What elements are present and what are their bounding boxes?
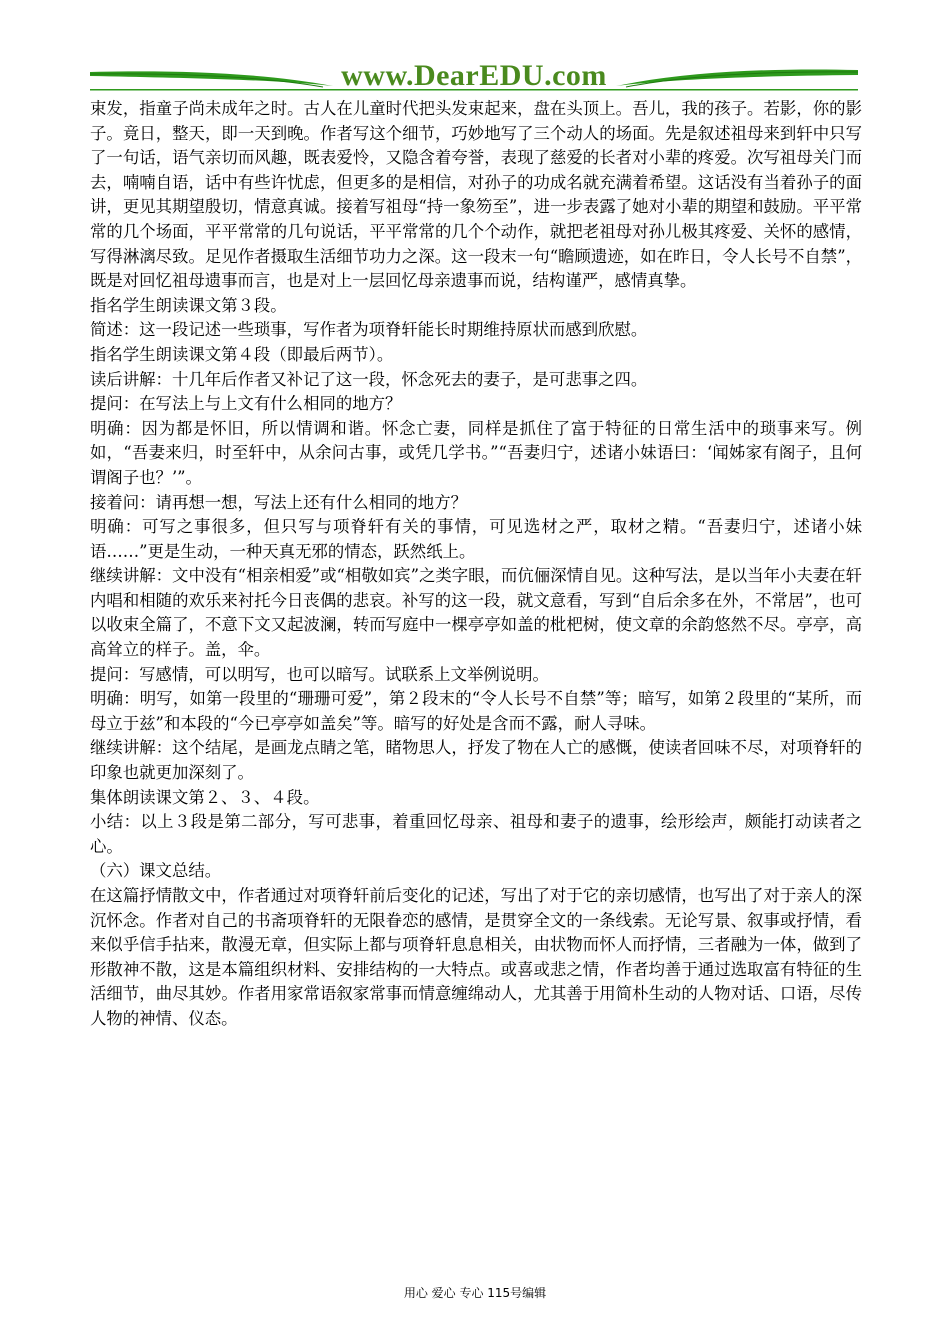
paragraph: 继续讲解：这个结尾，是画龙点睛之笔，睹物思人，抒发了物在人亡的感慨，使读者回味不尽，对项脊轩的印象也就更加深刻了。: [90, 738, 862, 783]
paragraph: 指名学生朗读课文第３段。: [90, 295, 287, 315]
paragraph: 接着问：请再想一想，写法上还有什么相同的地方？: [90, 492, 467, 512]
paragraph: 指名学生朗读课文第４段（即最后两节）。: [90, 344, 394, 364]
paragraph: 明确：明写，如第一段里的“珊珊可爱”，第２段末的“令人长号不自禁”等；暗写，如第２段里的“某所，而母立于兹”和本段的“今已亭亭如盖矣”等。暗写的好处是含而不露，耐人寻味。: [90, 689, 862, 733]
paragraph: 提问：在写法上与上文有什么相同的地方？: [90, 394, 402, 414]
paragraph: 提问：写感情，可以明写，也可以暗写。试联系上文举例说明。: [90, 664, 549, 684]
page-footer: 用心 爱心 专心 115号编辑: [403, 1286, 547, 1300]
paragraph: 在这篇抒情散文中，作者通过对项脊轩前后变化的记述，写出了对于它的亲切感情，也写出了对于亲人的深沉怀念。作者对自己的书斋项脊轩的无限眷恋的感情，是贯穿全文的一条线索。无论写景、叙事或抒情，看来似乎信手拈来，散漫无章，但实际上都与项脊轩息息相关，由状物而怀人而抒情，三者融为一体，做到了形散神不散，这是本篇组织材料、安排结构的一大特点。或喜或悲之情，作者均善于通过选取富有特征的生活细节，曲尽其妙。作者用家常语叙家常事而情意缠绵动人，尤其善于用简朴生动的人物对话、口语，尽传人物的神情、仪态。: [90, 886, 862, 1028]
paragraph: 小结：以上３段是第二部分，写可悲事，着重回忆母亲、祖母和妻子的遗事，绘形绘声，颇能打动读者之心。: [90, 812, 862, 856]
page-header: [88, 56, 860, 96]
paragraph: 集体朗读课文第２、３、４段。: [90, 787, 320, 807]
document-body: [90, 97, 862, 1032]
paragraph: 继续讲解：文中没有“相亲相爱”或“相敬如宾”之类字眼，而伉俪深情自见。这种写法，是以当年小夫妻在轩内唱和相随的欢乐来衬托今日丧偶的悲哀。补写的这一段，就文意看，写到“自后余多在外，不常居”，也可以收束全篇了，不意下文又起波澜，转而写庭中一棵亭亭如盖的枇杷树，使文章的余韵悠然不尽。亭亭，高高耸立的样子。盖，伞。: [90, 566, 862, 660]
site-logo-text: www.DearEDU.com: [341, 59, 607, 92]
paragraph: 明确：因为都是怀旧，所以情调和谐。怀念亡妻，同样是抓住了富于特征的日常生活中的琐事来写。例如，“吾妻来归，时至轩中，从余问古事，或凭几学书。”“吾妻归宁，述诸小妹语曰：‘闻姊家有阁子，且何谓阁子也？’”。: [90, 418, 862, 487]
section-heading: （六）课文总结。: [90, 861, 222, 881]
paragraph: 简述：这一段记述一些琐事，写作者为项脊轩能长时期维持原状而感到欣慰。: [90, 320, 648, 340]
paragraph: 明确：可写之事很多，但只写与项脊轩有关的事情，可见选材之严，取材之精。“吾妻归宁，述诸小妹语……”更是生动，一种天真无邪的情态，跃然纸上。: [90, 517, 862, 561]
paragraph: 读后讲解：十几年后作者又补记了这一段，怀念死去的妻子，是可悲事之四。: [90, 369, 648, 389]
paragraph: 束发，指童子尚未成年之时。古人在儿童时代把头发束起来，盘在头顶上。吾儿，我的孩子。若影，你的影子。竟日，整天，即一天到晚。作者写这个细节，巧妙地写了三个动人的场面。先是叙述祖母来到轩中只写了一句话，语气亲切而风趣，既表爱怜，又隐含着夸誉，表现了慈爱的长者对小辈的疼爱。次写祖母关门而去，喃喃自语，话中有些许忧虑，但更多的是相信，对孙子的功成名就充满着希望。这话没有当着孙子的面讲，更见其期望殷切，情意真诚。接着写祖母“持一象笏至”，进一步表露了她对小辈的期望和鼓励。平平常常的几个场面，平平常常的几句说话，平平常常的几个个动作，就把老祖母对孙儿极其疼爱、关怀的感情，写得淋漓尽致。足见作者摄取生活细节功力之深。这一段末一句“瞻顾遗迹，如在昨日，令人长号不自禁”，既是对回忆祖母遗事而言，也是对上一层回忆母亲遗事而说，结构谨严，感情真挚。: [90, 99, 862, 291]
